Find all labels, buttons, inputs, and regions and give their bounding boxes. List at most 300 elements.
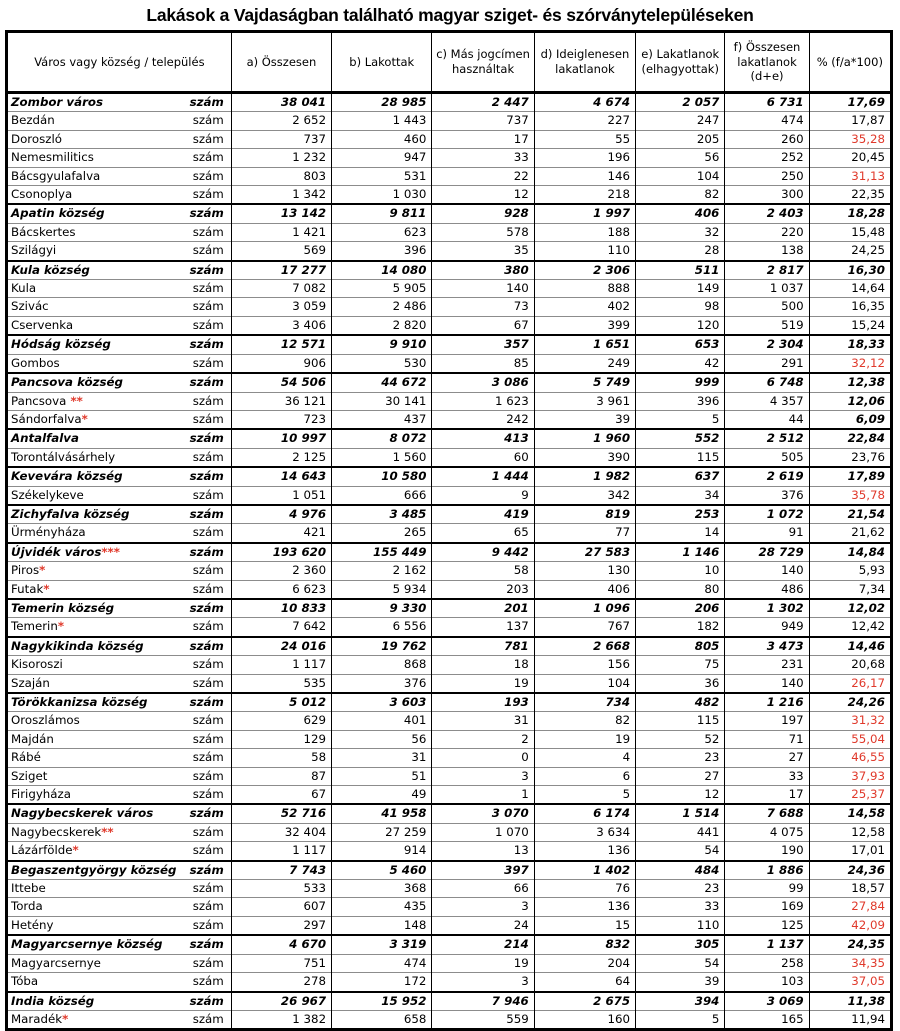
footnote-stars: *: [72, 843, 79, 858]
value-cell: 1 886: [725, 861, 809, 880]
value-cell: 1: [432, 786, 534, 805]
settlement-row: [7, 167, 892, 185]
settlement-name: Oroszlámos: [11, 713, 80, 728]
value-cell: 552: [636, 429, 725, 448]
value-cell: 511: [636, 261, 725, 280]
value-cell: 482: [636, 693, 725, 712]
value-cell: 188: [534, 223, 635, 241]
settlement-cell-content: [11, 639, 231, 654]
value-cell: 1 402: [534, 861, 635, 880]
settlement-row: [7, 973, 892, 992]
percent-cell: 15,48: [809, 223, 891, 241]
value-cell: 2 668: [534, 637, 635, 656]
settlement-cell: [7, 562, 232, 580]
value-cell: 24 016: [231, 637, 331, 656]
value-cell: 67: [231, 786, 331, 805]
value-cell: 5 934: [332, 580, 432, 599]
unit-label: szám: [189, 638, 224, 653]
value-cell: 28 729: [725, 543, 809, 562]
settlement-cell: [7, 656, 232, 674]
column-header-6: f) Összesen lakatlanok (d+e): [725, 32, 809, 93]
settlement-cell: [7, 842, 232, 861]
value-cell: 52 716: [231, 804, 331, 823]
settlement-row: [7, 916, 892, 935]
value-cell: 201: [432, 599, 534, 618]
settlement-cell-content: [11, 187, 231, 202]
value-cell: 734: [534, 693, 635, 712]
column-header-1: a) Összesen: [231, 32, 331, 93]
settlement-name: Magyarcsernye község: [11, 937, 163, 952]
settlement-cell: [7, 373, 232, 392]
value-cell: 666: [332, 486, 432, 505]
settlement-name: Zichyfalva község: [11, 506, 130, 521]
group-row: [7, 93, 892, 112]
value-cell: 2 675: [534, 992, 635, 1011]
unit-label: szám: [192, 131, 224, 146]
value-cell: 3 070: [432, 804, 534, 823]
settlement-cell-content: [11, 619, 231, 634]
housing-statistics-table: [5, 30, 893, 1031]
settlement-cell: [7, 112, 232, 130]
settlement-row: [7, 112, 892, 130]
settlement-cell: [7, 973, 232, 992]
value-cell: 32: [636, 223, 725, 241]
settlement-cell: [7, 543, 232, 562]
settlement-cell: [7, 898, 232, 916]
settlement-row: [7, 954, 892, 972]
value-cell: 169: [725, 898, 809, 916]
settlement-cell-content: [11, 525, 231, 540]
unit-label: szám: [189, 95, 224, 109]
group-row: [7, 467, 892, 486]
value-cell: 819: [534, 505, 635, 524]
settlement-cell: [7, 486, 232, 505]
value-cell: 99: [725, 880, 809, 898]
settlement-cell-content: [11, 806, 231, 821]
value-cell: 160: [534, 1010, 635, 1029]
value-cell: 6: [534, 767, 635, 785]
group-row: [7, 804, 892, 823]
value-cell: 3: [432, 898, 534, 916]
unit-label: szám: [192, 525, 224, 540]
settlement-cell-content: [11, 488, 231, 503]
settlement-row: [7, 149, 892, 167]
value-cell: 3 086: [432, 373, 534, 392]
settlement-name: Pancsova: [11, 393, 67, 408]
value-cell: 75: [636, 656, 725, 674]
settlement-name: Ürményháza: [11, 525, 86, 540]
value-cell: 2 304: [725, 335, 809, 354]
settlement-name: Szivác: [11, 299, 49, 314]
unit-label: szám: [189, 937, 224, 952]
value-cell: 5: [636, 1010, 725, 1029]
value-cell: 204: [534, 954, 635, 972]
settlement-row: [7, 674, 892, 693]
value-cell: 2 486: [332, 298, 432, 316]
value-cell: 2 125: [231, 448, 331, 467]
value-cell: 23: [636, 749, 725, 767]
percent-cell: 26,17: [809, 674, 891, 693]
value-cell: 33: [432, 149, 534, 167]
settlement-name: Csonoplya: [11, 187, 73, 202]
footnote-stars: **: [66, 393, 83, 408]
value-cell: 252: [725, 149, 809, 167]
value-cell: 27 583: [534, 543, 635, 562]
settlement-cell: [7, 242, 232, 261]
value-cell: 1 096: [534, 599, 635, 618]
value-cell: 34: [636, 486, 725, 505]
value-cell: 7 642: [231, 618, 331, 637]
value-cell: 38 041: [231, 93, 331, 112]
value-cell: 39: [636, 973, 725, 992]
unit-label: szám: [189, 993, 224, 1008]
settlement-cell-content: [11, 657, 231, 672]
value-cell: 36 121: [231, 392, 331, 410]
value-cell: 4 976: [231, 505, 331, 524]
settlement-cell-content: [11, 994, 231, 1009]
value-cell: 137: [432, 618, 534, 637]
settlement-name: Temerin község: [11, 600, 115, 615]
value-cell: 3 069: [725, 992, 809, 1011]
value-cell: 22: [432, 167, 534, 185]
settlement-cell: [7, 335, 232, 354]
value-cell: 27 259: [332, 823, 432, 841]
settlement-name: Tóba: [11, 974, 39, 989]
percent-cell: 24,35: [809, 935, 891, 954]
percent-cell: 24,36: [809, 861, 891, 880]
value-cell: 402: [534, 298, 635, 316]
percent-cell: 12,38: [809, 373, 891, 392]
group-row: [7, 861, 892, 880]
value-cell: 441: [636, 823, 725, 841]
value-cell: 82: [636, 186, 725, 205]
value-cell: 249: [534, 354, 635, 373]
settlement-cell: [7, 693, 232, 712]
settlement-cell-content: [11, 450, 231, 465]
value-cell: 242: [432, 410, 534, 429]
unit-label: szám: [192, 224, 224, 239]
column-header-2: b) Lakottak: [332, 32, 432, 93]
unit-label: szám: [192, 899, 224, 914]
percent-cell: 31,32: [809, 712, 891, 730]
value-cell: 888: [534, 280, 635, 298]
value-cell: 104: [534, 674, 635, 693]
value-cell: 36: [636, 674, 725, 693]
settlement-name: Nemesmilitics: [11, 150, 94, 165]
settlement-cell: [7, 223, 232, 241]
value-cell: 5: [534, 786, 635, 805]
group-row: [7, 637, 892, 656]
value-cell: 390: [534, 448, 635, 467]
value-cell: 7 082: [231, 280, 331, 298]
percent-cell: 16,30: [809, 261, 891, 280]
settlement-name: Sándorfalva: [11, 411, 82, 426]
value-cell: 291: [725, 354, 809, 373]
settlement-cell: [7, 505, 232, 524]
value-cell: 999: [636, 373, 725, 392]
column-header-5: e) Lakatlanok (elhagyottak): [636, 32, 725, 93]
settlement-cell: [7, 261, 232, 280]
value-cell: 1 146: [636, 543, 725, 562]
value-cell: 723: [231, 410, 331, 429]
settlement-cell: [7, 167, 232, 185]
percent-cell: 5,93: [809, 562, 891, 580]
value-cell: 623: [332, 223, 432, 241]
value-cell: 5: [636, 410, 725, 429]
value-cell: 19 762: [332, 637, 432, 656]
value-cell: 129: [231, 730, 331, 748]
value-cell: 278: [231, 973, 331, 992]
value-cell: 9 442: [432, 543, 534, 562]
value-cell: 33: [636, 898, 725, 916]
value-cell: 15: [534, 916, 635, 935]
unit-label: szám: [189, 431, 224, 446]
value-cell: 260: [725, 130, 809, 148]
value-cell: 73: [432, 298, 534, 316]
value-cell: 27: [725, 749, 809, 767]
settlement-cell-content: [11, 206, 231, 221]
percent-cell: 14,58: [809, 804, 891, 823]
percent-cell: 25,37: [809, 786, 891, 805]
settlement-cell-content: [11, 974, 231, 989]
value-cell: 803: [231, 167, 331, 185]
value-cell: 193: [432, 693, 534, 712]
settlement-row: [7, 618, 892, 637]
value-cell: 5 460: [332, 861, 432, 880]
value-cell: 607: [231, 898, 331, 916]
percent-cell: 20,68: [809, 656, 891, 674]
percent-cell: 22,35: [809, 186, 891, 205]
value-cell: 9 811: [332, 204, 432, 223]
value-cell: 140: [725, 562, 809, 580]
value-cell: 54: [636, 842, 725, 861]
value-cell: 737: [231, 130, 331, 148]
value-cell: 0: [432, 749, 534, 767]
settlement-name: Hódság község: [11, 337, 111, 352]
settlement-cell-content: [11, 787, 231, 802]
value-cell: 149: [636, 280, 725, 298]
value-cell: 1 960: [534, 429, 635, 448]
settlement-cell-content: [11, 750, 231, 765]
unit-label: szám: [192, 955, 224, 970]
settlement-cell: [7, 637, 232, 656]
value-cell: 60: [432, 448, 534, 467]
column-header-4: d) Ideiglenesen lakatlanok: [534, 32, 635, 93]
value-cell: 781: [432, 637, 534, 656]
value-cell: 58: [432, 562, 534, 580]
settlement-cell-content: [11, 956, 231, 971]
percent-cell: 42,09: [809, 916, 891, 935]
value-cell: 2 512: [725, 429, 809, 448]
settlement-name: Szilágyi: [11, 243, 57, 258]
settlement-cell-content: [11, 412, 231, 427]
unit-label: szám: [189, 600, 224, 615]
value-cell: 474: [725, 112, 809, 130]
value-cell: 413: [432, 429, 534, 448]
settlement-row: [7, 298, 892, 316]
settlement-name: Temerin: [11, 619, 58, 634]
unit-label: szám: [192, 355, 224, 370]
value-cell: 156: [534, 656, 635, 674]
unit-label: szám: [192, 787, 224, 802]
value-cell: 530: [332, 354, 432, 373]
value-cell: 832: [534, 935, 635, 954]
value-cell: 658: [332, 1010, 432, 1029]
settlement-cell-content: [11, 507, 231, 522]
value-cell: 376: [725, 486, 809, 505]
value-cell: 85: [432, 354, 534, 373]
settlement-name: Kevevára község: [11, 469, 123, 484]
value-cell: 1 037: [725, 280, 809, 298]
settlement-name: Begaszentgyörgy község: [11, 862, 177, 877]
value-cell: 91: [725, 524, 809, 543]
value-cell: 8 072: [332, 429, 432, 448]
value-cell: 14: [636, 524, 725, 543]
settlement-cell-content: [11, 713, 231, 728]
settlement-cell-content: [11, 150, 231, 165]
unit-label: szám: [192, 619, 224, 634]
column-header-3: c) Más jogcímen használtak: [432, 32, 534, 93]
unit-label: szám: [192, 1011, 224, 1026]
unit-label: szám: [189, 262, 224, 277]
settlement-row: [7, 280, 892, 298]
value-cell: 44 672: [332, 373, 432, 392]
value-cell: 42: [636, 354, 725, 373]
percent-cell: 24,26: [809, 693, 891, 712]
value-cell: 5 749: [534, 373, 635, 392]
settlement-cell-content: [11, 299, 231, 314]
value-cell: 531: [332, 167, 432, 185]
value-cell: 767: [534, 618, 635, 637]
value-cell: 653: [636, 335, 725, 354]
value-cell: 165: [725, 1010, 809, 1029]
value-cell: 406: [636, 204, 725, 223]
value-cell: 3 059: [231, 298, 331, 316]
unit-label: szám: [189, 544, 224, 559]
settlement-row: [7, 898, 892, 916]
value-cell: 136: [534, 898, 635, 916]
value-cell: 2 403: [725, 204, 809, 223]
unit-label: szám: [192, 657, 224, 672]
value-cell: 1 560: [332, 448, 432, 467]
settlement-row: [7, 392, 892, 410]
unit-label: szám: [192, 768, 224, 783]
value-cell: 533: [231, 880, 331, 898]
value-cell: 1 651: [534, 335, 635, 354]
value-cell: 130: [534, 562, 635, 580]
percent-cell: 18,57: [809, 880, 891, 898]
settlement-name: Nagybecskerek város: [11, 806, 154, 821]
value-cell: 2: [432, 730, 534, 748]
value-cell: 396: [636, 392, 725, 410]
value-cell: 419: [432, 505, 534, 524]
value-cell: 138: [725, 242, 809, 261]
group-row: [7, 335, 892, 354]
unit-label: szám: [192, 187, 224, 202]
value-cell: 500: [725, 298, 809, 316]
value-cell: 140: [432, 280, 534, 298]
value-cell: 136: [534, 842, 635, 861]
percent-cell: 31,13: [809, 167, 891, 185]
settlement-cell: [7, 316, 232, 335]
value-cell: 2 057: [636, 93, 725, 112]
value-cell: 6 623: [231, 580, 331, 599]
group-row: [7, 261, 892, 280]
percent-cell: 18,33: [809, 335, 891, 354]
settlement-cell-content: [11, 337, 231, 352]
footnote-stars: *: [43, 581, 50, 596]
percent-cell: 14,84: [809, 543, 891, 562]
group-row: [7, 543, 892, 562]
unit-label: szám: [189, 375, 224, 390]
settlement-cell-content: [11, 95, 231, 110]
value-cell: 1 137: [725, 935, 809, 954]
value-cell: 23: [636, 880, 725, 898]
value-cell: 2 652: [231, 112, 331, 130]
settlement-name: Nagykikinda község: [11, 638, 144, 653]
settlement-cell-content: [11, 356, 231, 371]
value-cell: 227: [534, 112, 635, 130]
value-cell: 3 961: [534, 392, 635, 410]
settlement-cell-content: [11, 918, 231, 933]
footnote-stars: *: [62, 1011, 69, 1026]
settlement-cell: [7, 674, 232, 693]
value-cell: 629: [231, 712, 331, 730]
value-cell: 31: [332, 749, 432, 767]
value-cell: 906: [231, 354, 331, 373]
value-cell: 2 447: [432, 93, 534, 112]
settlement-row: [7, 354, 892, 373]
group-row: [7, 204, 892, 223]
settlement-row: [7, 524, 892, 543]
settlement-cell-content: [11, 132, 231, 147]
unit-label: szám: [192, 581, 224, 596]
unit-label: szám: [192, 563, 224, 578]
settlement-row: [7, 130, 892, 148]
settlement-name: Torontálvásárhely: [11, 449, 116, 464]
group-row: [7, 505, 892, 524]
settlement-cell-content: [11, 243, 231, 258]
unit-label: szám: [192, 317, 224, 332]
settlement-name: Ittebe: [11, 881, 46, 896]
value-cell: 5 012: [231, 693, 331, 712]
value-cell: 1 070: [432, 823, 534, 841]
percent-cell: 12,42: [809, 618, 891, 637]
unit-label: szám: [192, 675, 224, 690]
value-cell: 26 967: [231, 992, 331, 1011]
percent-cell: 22,84: [809, 429, 891, 448]
percent-cell: 32,12: [809, 354, 891, 373]
value-cell: 193 620: [231, 543, 331, 562]
unit-label: szám: [192, 449, 224, 464]
settlement-row: [7, 242, 892, 261]
page-title: Lakások a Vajdaságban található magyar sziget- és szórványtelepüléseken: [146, 5, 754, 25]
settlement-name: Piros: [11, 563, 40, 578]
value-cell: 397: [432, 861, 534, 880]
value-cell: 3 406: [231, 316, 331, 335]
value-cell: 205: [636, 130, 725, 148]
value-cell: 1 514: [636, 804, 725, 823]
percent-cell: 20,45: [809, 149, 891, 167]
settlement-name: Sziget: [11, 768, 48, 783]
column-header-7: % (f/a*100): [809, 32, 891, 93]
value-cell: 1 444: [432, 467, 534, 486]
settlement-cell-content: [11, 545, 231, 560]
value-cell: 52: [636, 730, 725, 748]
settlement-cell: [7, 524, 232, 543]
settlement-row: [7, 486, 892, 505]
settlement-name: Kisoroszi: [11, 657, 63, 672]
